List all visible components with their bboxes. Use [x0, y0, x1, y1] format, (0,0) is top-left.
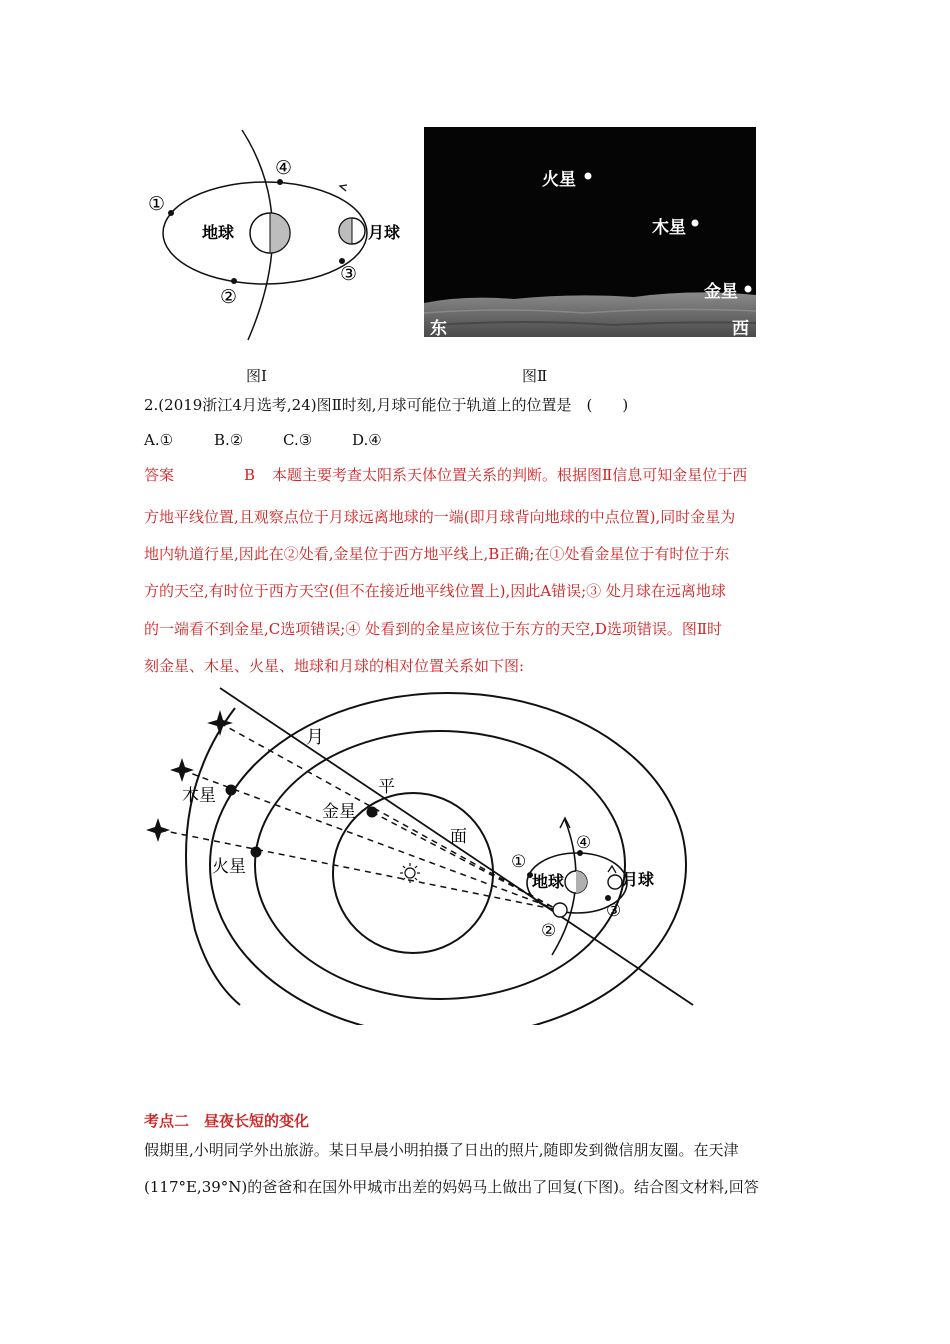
figure-2-caption: 图Ⅱ — [522, 367, 548, 385]
earth-label: 地球 — [532, 872, 565, 891]
east-label: 东 — [430, 319, 447, 337]
earth-shadow — [576, 871, 587, 893]
mars-dot — [251, 847, 262, 858]
figure-3-solar-system-diagram — [140, 680, 820, 1025]
moon-orbit-label: 月 — [306, 727, 324, 748]
moon-label: 月球 — [622, 870, 655, 889]
answer-line-2: 方地平线位置,且观察点位于月球远离地球的一端(即月球背向地球的中点位置),同时金星为 — [144, 508, 736, 526]
position-1-label: ① — [148, 193, 166, 215]
jupiter-label: 木星 — [182, 786, 216, 806]
option-b: B.② — [214, 431, 244, 449]
answer-line-6: 刻金星、木星、火星、地球和月球的相对位置关系如下图: — [144, 657, 525, 675]
answer-line-1: 本题主要考查太阳系天体位置关系的判断。根据图Ⅱ信息可知金星位于西 — [272, 466, 748, 484]
mian-label: 面 — [450, 827, 467, 847]
moon-circle — [608, 875, 622, 889]
option-d: D.④ — [352, 431, 382, 449]
orbit-direction-arrow — [340, 185, 347, 191]
ping-label: 平 — [378, 777, 395, 797]
question-stem: 2.(2019浙江4月选考,24)图Ⅱ时刻,月球可能位于轨道上的位置是 ( ) — [144, 396, 629, 414]
star-icon-3 — [146, 818, 170, 842]
position-4-label: ④ — [275, 157, 293, 179]
venus-dot — [367, 807, 378, 818]
position-2-dot — [231, 278, 237, 284]
jupiter-label: 木星 — [652, 218, 686, 238]
section-line-2: (117°E,39°N)的爸爸和在国外甲城市出差的妈妈马上做出了回复(下图)。结合图文材料,回答 — [144, 1178, 759, 1196]
sun-icon — [405, 868, 415, 878]
option-c: C.③ — [283, 431, 313, 449]
west-label: 西 — [732, 319, 749, 337]
jupiter-dot — [692, 220, 699, 227]
option-a: A.① — [144, 431, 174, 449]
section-title: 考点二 昼夜长短的变化 — [144, 1112, 310, 1130]
star-icon-2 — [170, 758, 194, 782]
position-4-dot — [277, 179, 283, 185]
mars-orbit — [255, 731, 625, 999]
venus-label: 金星 — [704, 282, 738, 302]
star-icon-1 — [207, 710, 233, 736]
sightline-2 — [182, 770, 558, 910]
mars-label: 火星 — [212, 857, 246, 877]
figure-2-night-sky-photo — [424, 127, 756, 337]
moon-label: 月球 — [368, 223, 401, 242]
venus-label: 金星 — [322, 802, 356, 822]
figure-1-orbit-diagram — [140, 125, 425, 345]
fig3-position-4-label: ④ — [576, 833, 592, 853]
fig3-position-1-label: ① — [511, 852, 527, 872]
answer-line-5: 的一端看不到金星,C选项错误;④ 处看到的金星应该位于东方的天空,D选项错误。图Ⅱ时 — [144, 620, 723, 638]
fig3-position-2-label: ② — [541, 921, 557, 941]
venus-dot — [745, 286, 752, 293]
answer-line-4: 方的天空,有时位于西方天空(但不在接近地平线位置上),因此A错误;③ 处月球在远离地球 — [144, 582, 726, 600]
earth-path-arrow — [560, 818, 570, 828]
jupiter-orbit — [210, 693, 686, 1025]
section-line-1: 假期里,小明同学外出旅游。某日早晨小明拍摄了日出的照片,随即发到微信朋友圈。在天津 — [144, 1141, 739, 1159]
moon-at-2 — [553, 903, 567, 917]
fig3-position-3-label: ③ — [606, 901, 622, 921]
jupiter-dot — [226, 785, 237, 796]
position-1-dot — [168, 210, 174, 216]
answer-choice: B — [244, 466, 256, 484]
moon-shadow — [339, 218, 352, 244]
mars-dot — [585, 173, 592, 180]
answer-label: 答案 — [144, 466, 175, 484]
figure-1-caption: 图Ⅰ — [246, 367, 267, 385]
answer-line-3: 地内轨道行星,因此在②处看,金星位于西方地平线上,B正确;在①处看金星位于有时位于东 — [144, 545, 730, 563]
mars-label: 火星 — [542, 170, 576, 190]
sightline-1 — [220, 723, 558, 910]
earth-shadow — [270, 213, 290, 253]
position-2-label: ② — [220, 286, 238, 308]
earth-label: 地球 — [202, 223, 235, 242]
position-3-label: ③ — [340, 263, 358, 285]
